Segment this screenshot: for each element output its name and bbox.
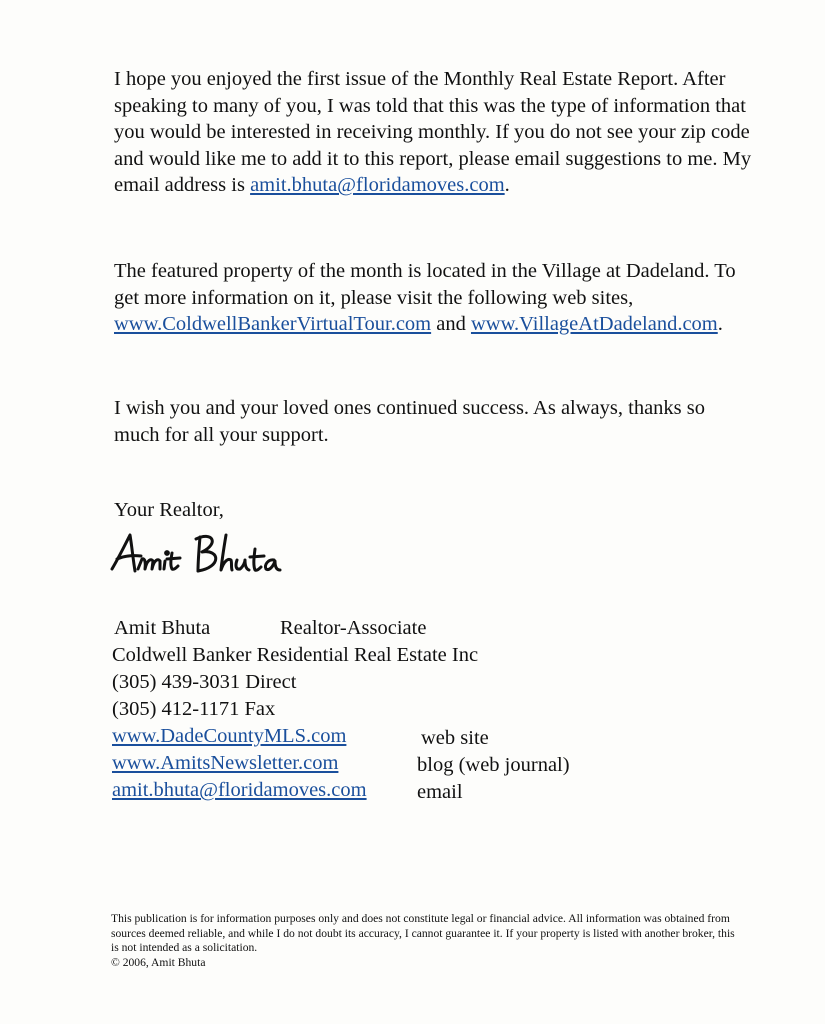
paragraph-featured-end: . <box>717 313 723 335</box>
paragraph-featured-middle: and <box>431 313 471 335</box>
blog-label: blog (web journal) <box>417 754 570 776</box>
paragraph-intro-text: I hope you enjoyed the first issue of the Monthly Real Estate Report. After speaking to many of you, I was told that this was the type of information that you would be interested in receiving monthly. If you do not see your zip code and would like me to add it to this report, please email suggestions to me. My email address is <box>114 68 752 196</box>
handwritten-signature <box>108 525 318 585</box>
blog-link[interactable]: www.AmitsNewsletter.com <box>112 752 339 774</box>
email-link[interactable]: amit.bhuta@floridamoves.com <box>250 174 505 196</box>
website-link[interactable]: www.DadeCountyMLS.com <box>112 725 347 747</box>
paragraph-intro-end: . <box>504 174 510 196</box>
contact-title: Realtor-Associate <box>280 617 427 639</box>
paragraph-intro <box>114 66 754 199</box>
virtual-tour-link[interactable]: www.ColdwellBankerVirtualTour.com <box>114 313 432 335</box>
paragraph-featured-property <box>114 258 754 338</box>
contact-name: Amit Bhuta <box>114 617 211 639</box>
footer-disclaimer <box>111 912 741 970</box>
email-label: email <box>417 781 463 803</box>
closing-salutation: Your Realtor, <box>114 499 224 521</box>
contact-phone-direct: (305) 439-3031 Direct <box>112 671 297 693</box>
contact-email-link[interactable]: amit.bhuta@floridamoves.com <box>112 779 367 801</box>
contact-phone-fax: (305) 412-1171 Fax <box>112 698 276 720</box>
copyright-text: © 2006, Amit Bhuta <box>111 955 206 969</box>
disclaimer-text: This publication is for information purposes only and does not constitute legal or financial advice. All information was obtained from sources deemed reliable, and while I do not doubt its accuracy, I cannot guarantee it. If your property is listed with another broker, this is not intended as a solicitation. <box>111 912 735 954</box>
village-dadeland-link[interactable]: www.VillageAtDadeland.com <box>470 313 718 335</box>
paragraph-featured-text: The featured property of the month is located in the Village at Dadeland. To get more information on it, please visit the following web sites, <box>114 260 736 309</box>
website-label: web site <box>421 727 489 749</box>
paragraph-wishes: I wish you and your loved ones continued success. As always, thanks so much for all your support. <box>114 397 705 446</box>
contact-company: Coldwell Banker Residential Real Estate Inc <box>112 644 479 666</box>
